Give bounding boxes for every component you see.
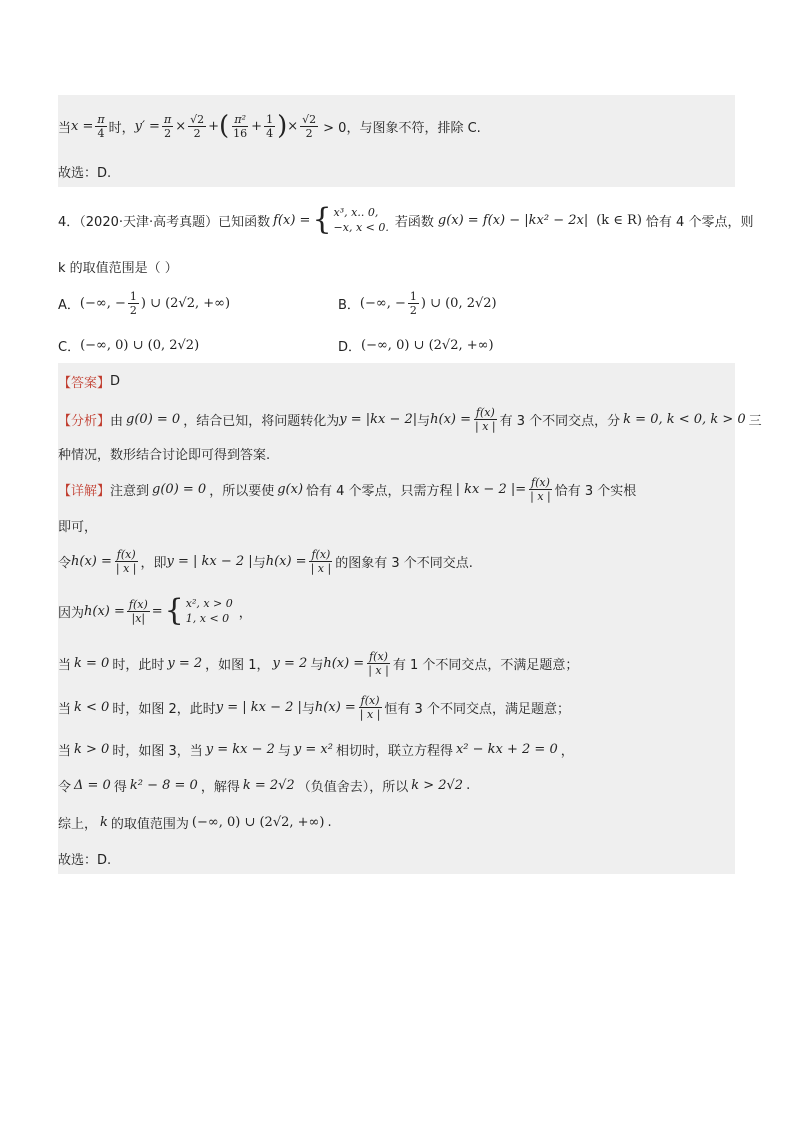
analysis-line1: 【分析】 由 g(0) = 0 ，结合已知，将问题转化为 y = |kx − 2| 与 h(x) = $\frac{f(x)}{| x |}$ 有 3 个不同交点，分 k = 0, k < 0, k > 0 三 (58, 405, 762, 433)
prev-solution-line2 (58, 161, 735, 181)
math-k-cond: (k ∈ R) (596, 212, 642, 228)
question-line2 (58, 256, 735, 276)
detail-line2: 即可， (58, 519, 98, 535)
answer-line (58, 371, 735, 391)
detail-line1: 【详解】 注意到 g(0) = 0 ，所以要使 g(x) 恰有 4 个零点，只需方程 | kx − 2 |= $\frac{f(x)}{| x |}$ 恰有 3 个实根 (58, 475, 637, 503)
option-row-cd (58, 334, 735, 356)
text: 若函数 (394, 214, 434, 230)
option-d[interactable]: D． (−∞, 0) ∪ (2√2, +∞) (338, 337, 494, 355)
piecewise-cases: x³, x.. 0, −x, x < 0. (333, 206, 389, 234)
fraction-sqrt2-2: $\frac{√2}{2}$ (190, 112, 205, 140)
option-b[interactable]: B． (−∞, − $\frac{1}{2}$ ) ∪ (0, 2√2) (338, 289, 497, 317)
option-a[interactable]: A． (−∞, − $\frac{1}{2}$ ) ∪ (2√2, +∞) (58, 289, 231, 317)
text: > 0，与图象不符，排除 C. (323, 120, 481, 136)
detail-line10: 故选：D. (58, 852, 112, 868)
math-x-eq: x = (71, 118, 94, 134)
text: 时， (108, 120, 135, 136)
fraction-pi-4: $\frac{\pi}{4}$ (97, 112, 105, 140)
prev-solution-line1: 当 x = $\frac{\pi}{4}$ 时， y′ = $\frac{\pi}{2}$ × $\frac{√2}{2}$ + ( $\frac{\text{π²}}{16}$ + $\frac{1}{4}$ ) × $\frac{√2}{2}$ > 0，与图象不符，排除 C. (58, 111, 481, 141)
fraction-1-4: $\frac{1}{4}$ (266, 112, 274, 140)
math-fx: f(x) = (273, 212, 311, 228)
fraction-pi-2: $\frac{\pi}{2}$ (163, 112, 172, 140)
option-row-ab (58, 286, 735, 320)
detail-line3: 令 h(x) = $\frac{f(x)}{| x |}$ ，即 y = | kx − 2 | 与 h(x) = $\frac{f(x)}{| x |}$ 的图象有 3 个不同交点. (58, 547, 473, 575)
detail-line6: 当 k < 0 时，如图 2，此时 y = | kx − 2 | 与 h(x) = $\frac{f(x)}{| x |}$ 恒有 3 个不同交点，满足题意； (58, 693, 570, 721)
math-y-prime: y′ = (134, 118, 160, 134)
fraction-sqrt2-2-b: $\frac{√2}{2}$ (302, 112, 317, 140)
text: 当 (58, 120, 72, 136)
detail-line4: 因为 h(x) = $\frac{f(x)}{|x|}$ = { x², x > 0 1, x < 0 ， (58, 593, 252, 628)
detail-line7: 当 k > 0 时，如图 3，当 y = kx − 2 与 y = x² 相切时，联立方程得 x² − kx + 2 = 0 ， (58, 741, 574, 759)
detail-line9: 综上， k 的取值范围为 (−∞, 0) ∪ (2√2, +∞) . (58, 814, 332, 832)
option-c[interactable]: C． (−∞, 0) ∪ (0, 2√2) (58, 337, 200, 355)
answer-value: D (110, 373, 121, 389)
detail-tag: 【详解】 (58, 483, 111, 499)
analysis-tag: 【分析】 (58, 413, 111, 429)
answer-block (58, 363, 762, 874)
math-gx: g(x) = f(x) − |kx² − 2x| (437, 212, 589, 228)
detail-line8: 令 Δ = 0 得 k² − 8 = 0 ，解得 k = 2√2 （负值舍去），所以 k > 2√2 . (58, 777, 471, 795)
analysis-line2: 种情况，数形结合讨论即可得到答案. (58, 447, 271, 463)
text: 故选：D. (58, 165, 112, 181)
fraction-pi2-16: $\frac{\text{π²}}{16}$ (233, 112, 248, 140)
question-source: 4．（2020·天津·高考真题）已知函数 (58, 214, 271, 230)
text: 恰有 4 个零点，则 (645, 214, 754, 230)
text: k 的取值范围是（ ） (58, 260, 178, 276)
question-line1: 4．（2020·天津·高考真题）已知函数 f(x) = { x³, x.. 0, −x, x < 0. 若函数 g(x) = f(x) − |kx² − 2x| (k ∈ R) 恰有 4 个零点，则 (58, 202, 754, 237)
prev-solution-block (58, 95, 735, 187)
answer-tag: 【答案】 (58, 375, 111, 391)
detail-line5: 当 k = 0 时，此时 y = 2 ，如图 1， y = 2 与 h(x) = $\frac{f(x)}{| x |}$ 有 1 个不同交点，不满足题意； (58, 649, 579, 677)
